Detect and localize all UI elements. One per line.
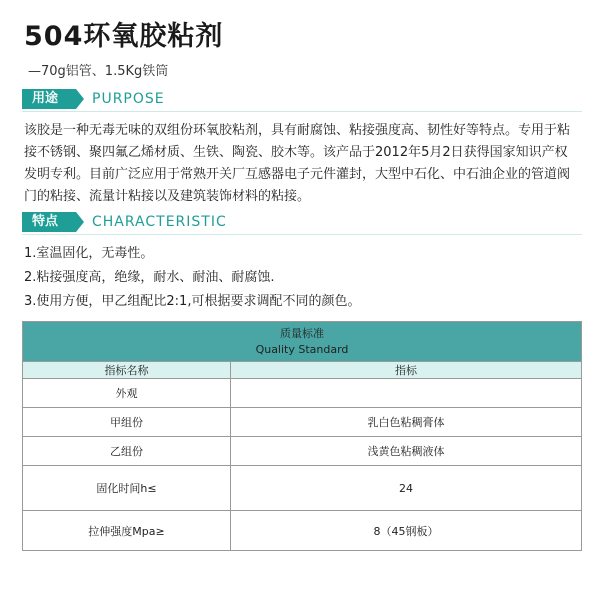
table-row: [23, 379, 582, 408]
table-title-row: [23, 322, 582, 362]
product-subtitle: —70g铝管、1.5Kg铁筒: [28, 64, 169, 79]
row-name: 乙组份: [23, 437, 231, 466]
row-name: 甲组份: [23, 408, 231, 437]
characteristic-section-header: [22, 212, 582, 232]
row-value: 8（45钢板）: [231, 511, 582, 551]
characteristic-divider: [22, 234, 582, 235]
column-header-value: 指标: [231, 362, 582, 379]
row-value: [231, 379, 582, 408]
table-row: [23, 408, 582, 437]
quality-standard-table: [22, 321, 582, 551]
product-title: 504环氧胶粘剂: [24, 21, 224, 52]
table-title-cn: 质量标准: [280, 326, 324, 340]
table-row: [23, 511, 582, 551]
table-title-en: Quality Standard: [255, 342, 349, 356]
characteristic-list: [24, 242, 580, 314]
characteristic-title-en: CHARACTERISTIC: [92, 214, 227, 230]
table-row: [23, 466, 582, 511]
row-name: 固化时间h≤: [23, 466, 231, 511]
row-value: 24: [231, 466, 582, 511]
characteristic-item: 1.室温固化，无毒性。: [24, 246, 154, 261]
characteristic-tag: 特点: [22, 212, 76, 232]
purpose-text: 该胶是一种无毒无味的双组份环氧胶粘剂，具有耐腐蚀、粘接强度高、韧性好等特点。专用于粘接不锈钢、聚四氟乙烯材质、生铁、陶瓷、胶木等。该产品于2012年5月2日获得国家知识产权发明专利。目前广泛应用于常熟开关厂互感器电子元件灌封，大型中石化、中石油企业的管道阀门的粘接、流量计粘接以及建筑装饰材料的粘接。: [24, 123, 571, 204]
characteristic-item: 3.使用方便，甲乙组配比2:1,可根据要求调配不同的颜色。: [24, 294, 361, 309]
table-title-cell: [23, 322, 582, 362]
purpose-divider: [22, 111, 582, 112]
purpose-tag: 用途: [22, 89, 76, 109]
row-name: 拉伸强度Mpa≥: [23, 511, 231, 551]
column-header-name: 指标名称: [23, 362, 231, 379]
characteristic-item: 2.粘接强度高，绝缘，耐水、耐油、耐腐蚀.: [24, 270, 275, 285]
purpose-title-en: PURPOSE: [92, 91, 165, 107]
table-row: [23, 437, 582, 466]
row-value: 浅黄色粘稠液体: [231, 437, 582, 466]
row-value: 乳白色粘稠膏体: [231, 408, 582, 437]
table-column-header-row: [23, 362, 582, 379]
row-name: 外观: [23, 379, 231, 408]
purpose-section-header: [22, 89, 582, 109]
